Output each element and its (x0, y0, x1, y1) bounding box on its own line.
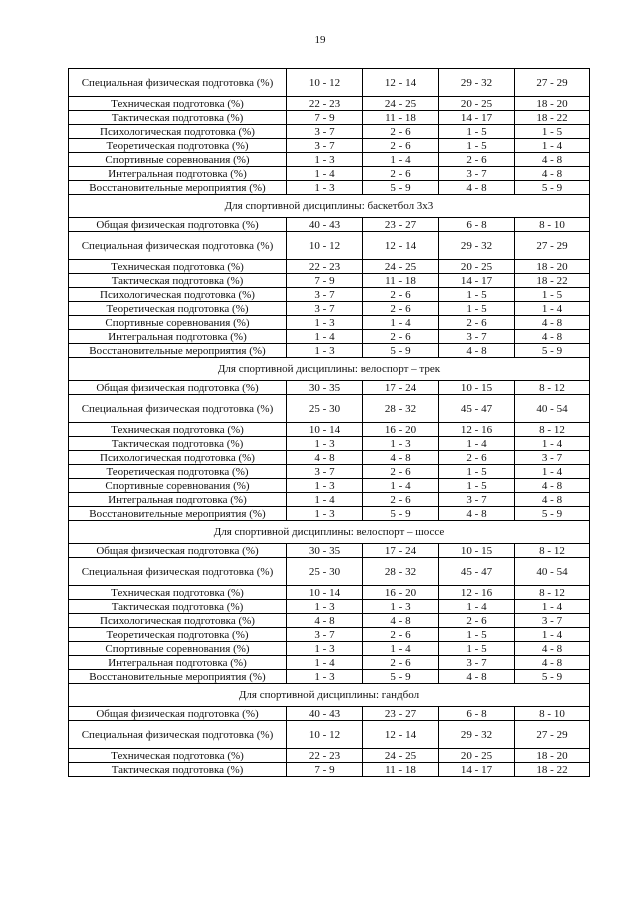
stage-value-cell: 4 - 8 (439, 181, 515, 195)
stage-value-cell: 18 - 22 (515, 763, 590, 777)
stage-value-cell: 3 - 7 (439, 656, 515, 670)
stage-value-cell: 8 - 12 (515, 381, 590, 395)
stage-value-cell: 1 - 4 (515, 465, 590, 479)
stage-value-cell: 4 - 8 (287, 614, 363, 628)
stage-value-cell: 11 - 18 (363, 111, 439, 125)
row-label: Спортивные соревнования (%) (69, 642, 287, 656)
stage-value-cell: 20 - 25 (439, 749, 515, 763)
stage-value-cell: 1 - 3 (287, 670, 363, 684)
stage-value-cell: 23 - 27 (363, 707, 439, 721)
stage-value-cell: 22 - 23 (287, 749, 363, 763)
table-row (69, 395, 590, 423)
table-row (69, 97, 590, 111)
stage-value-cell: 3 - 7 (439, 167, 515, 181)
stage-value-cell: 28 - 32 (363, 395, 439, 423)
row-label: Теоретическая подготовка (%) (69, 465, 287, 479)
stage-value-cell: 1 - 3 (287, 153, 363, 167)
row-label: Восстановительные мероприятия (%) (69, 670, 287, 684)
stage-value-cell: 16 - 20 (363, 586, 439, 600)
section-header-row (69, 358, 590, 381)
stage-value-cell: 1 - 4 (515, 600, 590, 614)
stage-value-cell: 1 - 4 (363, 316, 439, 330)
stage-value-cell: 4 - 8 (515, 656, 590, 670)
stage-value-cell: 1 - 4 (287, 167, 363, 181)
stage-value-cell: 1 - 5 (439, 479, 515, 493)
stage-value-cell: 1 - 3 (287, 344, 363, 358)
table-row (69, 642, 590, 656)
row-label: Интегральная подготовка (%) (69, 167, 287, 181)
stage-value-cell: 2 - 6 (363, 167, 439, 181)
stage-value-cell: 20 - 25 (439, 260, 515, 274)
stage-value-cell: 40 - 54 (515, 395, 590, 423)
stage-value-cell: 1 - 5 (439, 125, 515, 139)
stage-value-cell: 10 - 15 (439, 381, 515, 395)
stage-value-cell: 2 - 6 (363, 465, 439, 479)
stage-value-cell: 1 - 4 (363, 642, 439, 656)
row-label: Техническая подготовка (%) (69, 423, 287, 437)
stage-value-cell: 1 - 4 (287, 493, 363, 507)
stage-value-cell: 1 - 3 (287, 507, 363, 521)
stage-value-cell: 3 - 7 (287, 288, 363, 302)
stage-value-cell: 2 - 6 (363, 628, 439, 642)
stage-value-cell: 30 - 35 (287, 381, 363, 395)
table-row (69, 763, 590, 777)
stage-value-cell: 2 - 6 (363, 302, 439, 316)
stage-value-cell: 5 - 9 (515, 344, 590, 358)
stage-value-cell: 8 - 12 (515, 586, 590, 600)
table-row (69, 274, 590, 288)
stage-value-cell: 1 - 3 (287, 600, 363, 614)
row-label: Интегральная подготовка (%) (69, 656, 287, 670)
row-label: Восстановительные мероприятия (%) (69, 344, 287, 358)
stage-value-cell: 14 - 17 (439, 274, 515, 288)
row-label: Специальная физическая подготовка (%) (69, 395, 287, 423)
stage-value-cell: 4 - 8 (515, 493, 590, 507)
stage-value-cell: 10 - 12 (287, 232, 363, 260)
table-row (69, 656, 590, 670)
stage-value-cell: 3 - 7 (439, 330, 515, 344)
stage-value-cell: 2 - 6 (363, 139, 439, 153)
stage-value-cell: 3 - 7 (287, 628, 363, 642)
stage-value-cell: 45 - 47 (439, 558, 515, 586)
stage-value-cell: 17 - 24 (363, 544, 439, 558)
table-row (69, 614, 590, 628)
stage-value-cell: 40 - 43 (287, 218, 363, 232)
stage-value-cell: 1 - 3 (287, 437, 363, 451)
stage-value-cell: 29 - 32 (439, 69, 515, 97)
stage-value-cell: 18 - 20 (515, 260, 590, 274)
row-label: Общая физическая подготовка (%) (69, 707, 287, 721)
stage-value-cell: 2 - 6 (439, 153, 515, 167)
stage-value-cell: 3 - 7 (515, 614, 590, 628)
stage-value-cell: 8 - 10 (515, 707, 590, 721)
stage-value-cell: 4 - 8 (439, 344, 515, 358)
row-label: Психологическая подготовка (%) (69, 125, 287, 139)
stage-value-cell: 4 - 8 (515, 316, 590, 330)
stage-value-cell: 2 - 6 (363, 330, 439, 344)
stage-value-cell: 11 - 18 (363, 274, 439, 288)
table-row (69, 288, 590, 302)
stage-value-cell: 1 - 3 (363, 600, 439, 614)
stage-value-cell: 5 - 9 (363, 181, 439, 195)
stage-value-cell: 1 - 5 (439, 139, 515, 153)
stage-value-cell: 5 - 9 (515, 181, 590, 195)
stage-value-cell: 2 - 6 (363, 288, 439, 302)
stage-value-cell: 27 - 29 (515, 232, 590, 260)
table-row (69, 586, 590, 600)
row-label: Психологическая подготовка (%) (69, 288, 287, 302)
stage-value-cell: 1 - 3 (287, 642, 363, 656)
stage-value-cell: 1 - 3 (287, 316, 363, 330)
stage-value-cell: 4 - 8 (515, 479, 590, 493)
stage-value-cell: 18 - 22 (515, 274, 590, 288)
stage-value-cell: 5 - 9 (363, 670, 439, 684)
stage-value-cell: 1 - 4 (515, 139, 590, 153)
stage-value-cell: 1 - 5 (439, 302, 515, 316)
stage-value-cell: 25 - 30 (287, 558, 363, 586)
stage-value-cell: 12 - 14 (363, 232, 439, 260)
stage-value-cell: 14 - 17 (439, 763, 515, 777)
row-label: Техническая подготовка (%) (69, 97, 287, 111)
row-label: Интегральная подготовка (%) (69, 493, 287, 507)
table-row (69, 330, 590, 344)
table-row (69, 167, 590, 181)
stage-value-cell: 27 - 29 (515, 721, 590, 749)
stage-value-cell: 29 - 32 (439, 232, 515, 260)
section-header-row (69, 684, 590, 707)
stage-value-cell: 3 - 7 (439, 493, 515, 507)
stage-value-cell: 10 - 14 (287, 423, 363, 437)
section-header-row (69, 195, 590, 218)
stage-value-cell: 7 - 9 (287, 274, 363, 288)
stage-value-cell: 2 - 6 (439, 614, 515, 628)
table-row (69, 153, 590, 167)
stage-value-cell: 1 - 5 (439, 628, 515, 642)
section-title: Для спортивной дисциплины: велоспорт – шоссе (69, 521, 590, 544)
table-row (69, 707, 590, 721)
row-label: Тактическая подготовка (%) (69, 600, 287, 614)
row-label: Техническая подготовка (%) (69, 749, 287, 763)
stage-value-cell: 16 - 20 (363, 423, 439, 437)
row-label: Тактическая подготовка (%) (69, 111, 287, 125)
stage-value-cell: 8 - 10 (515, 218, 590, 232)
row-label: Общая физическая подготовка (%) (69, 544, 287, 558)
stage-value-cell: 2 - 6 (363, 656, 439, 670)
stage-value-cell: 1 - 5 (439, 288, 515, 302)
stage-value-cell: 1 - 5 (439, 642, 515, 656)
stage-value-cell: 4 - 8 (363, 614, 439, 628)
row-label: Психологическая подготовка (%) (69, 451, 287, 465)
table-row (69, 344, 590, 358)
row-label: Специальная физическая подготовка (%) (69, 721, 287, 749)
stage-value-cell: 5 - 9 (363, 344, 439, 358)
row-label: Теоретическая подготовка (%) (69, 628, 287, 642)
table-row (69, 316, 590, 330)
row-label: Тактическая подготовка (%) (69, 274, 287, 288)
stage-value-cell: 17 - 24 (363, 381, 439, 395)
row-label: Общая физическая подготовка (%) (69, 381, 287, 395)
row-label: Специальная физическая подготовка (%) (69, 232, 287, 260)
table-row (69, 69, 590, 97)
stage-value-cell: 20 - 25 (439, 97, 515, 111)
row-label: Спортивные соревнования (%) (69, 153, 287, 167)
stage-value-cell: 1 - 4 (363, 479, 439, 493)
stage-value-cell: 1 - 5 (439, 465, 515, 479)
row-label: Тактическая подготовка (%) (69, 437, 287, 451)
stage-value-cell: 4 - 8 (515, 167, 590, 181)
stage-value-cell: 1 - 3 (287, 479, 363, 493)
stage-value-cell: 25 - 30 (287, 395, 363, 423)
row-label: Спортивные соревнования (%) (69, 479, 287, 493)
table-row (69, 479, 590, 493)
stage-value-cell: 10 - 12 (287, 69, 363, 97)
table-row (69, 493, 590, 507)
row-label: Восстановительные мероприятия (%) (69, 507, 287, 521)
page-number: 19 (314, 34, 326, 46)
table-row (69, 181, 590, 195)
table-row (69, 628, 590, 642)
stage-value-cell: 2 - 6 (363, 125, 439, 139)
row-label: Теоретическая подготовка (%) (69, 302, 287, 316)
section-title: Для спортивной дисциплины: велоспорт – трек (69, 358, 590, 381)
stage-value-cell: 3 - 7 (287, 465, 363, 479)
table-row (69, 381, 590, 395)
stage-value-cell: 4 - 8 (515, 642, 590, 656)
stage-value-cell: 1 - 5 (515, 288, 590, 302)
stage-value-cell: 1 - 4 (515, 437, 590, 451)
stage-value-cell: 1 - 4 (287, 330, 363, 344)
row-label: Общая физическая подготовка (%) (69, 218, 287, 232)
stage-value-cell: 4 - 8 (515, 330, 590, 344)
section-title: Для спортивной дисциплины: гандбол (69, 684, 590, 707)
table-row (69, 423, 590, 437)
row-label: Теоретическая подготовка (%) (69, 139, 287, 153)
stage-value-cell: 40 - 43 (287, 707, 363, 721)
stage-value-cell: 22 - 23 (287, 260, 363, 274)
stage-value-cell: 12 - 14 (363, 69, 439, 97)
table-body (69, 69, 590, 777)
stage-value-cell: 3 - 7 (287, 125, 363, 139)
stage-value-cell: 24 - 25 (363, 749, 439, 763)
row-label: Психологическая подготовка (%) (69, 614, 287, 628)
table-row (69, 260, 590, 274)
table-row (69, 670, 590, 684)
row-label: Тактическая подготовка (%) (69, 763, 287, 777)
stage-value-cell: 28 - 32 (363, 558, 439, 586)
stage-value-cell: 6 - 8 (439, 707, 515, 721)
stage-value-cell: 40 - 54 (515, 558, 590, 586)
stage-value-cell: 4 - 8 (363, 451, 439, 465)
table-row (69, 451, 590, 465)
stage-value-cell: 7 - 9 (287, 763, 363, 777)
stage-value-cell: 5 - 9 (515, 507, 590, 521)
stage-value-cell: 12 - 16 (439, 586, 515, 600)
table-row (69, 544, 590, 558)
section-title: Для спортивной дисциплины: баскетбол 3x3 (69, 195, 590, 218)
section-header-row (69, 521, 590, 544)
row-label: Техническая подготовка (%) (69, 586, 287, 600)
stage-value-cell: 4 - 8 (439, 670, 515, 684)
table-row (69, 139, 590, 153)
table-row (69, 600, 590, 614)
table-row (69, 232, 590, 260)
stage-value-cell: 5 - 9 (515, 670, 590, 684)
stage-value-cell: 18 - 20 (515, 97, 590, 111)
stage-value-cell: 1 - 3 (363, 437, 439, 451)
stage-value-cell: 10 - 12 (287, 721, 363, 749)
stage-value-cell: 3 - 7 (515, 451, 590, 465)
stage-value-cell: 8 - 12 (515, 544, 590, 558)
stage-value-cell: 4 - 8 (515, 153, 590, 167)
stage-value-cell: 1 - 4 (439, 437, 515, 451)
stage-value-cell: 23 - 27 (363, 218, 439, 232)
stage-value-cell: 18 - 20 (515, 749, 590, 763)
stage-value-cell: 1 - 3 (287, 181, 363, 195)
stage-value-cell: 2 - 6 (363, 493, 439, 507)
table-row (69, 749, 590, 763)
table-row (69, 558, 590, 586)
stage-value-cell: 24 - 25 (363, 260, 439, 274)
table-row (69, 465, 590, 479)
table-row (69, 507, 590, 521)
stage-value-cell: 14 - 17 (439, 111, 515, 125)
stage-value-cell: 10 - 14 (287, 586, 363, 600)
table-row (69, 125, 590, 139)
stage-value-cell: 30 - 35 (287, 544, 363, 558)
stage-value-cell: 29 - 32 (439, 721, 515, 749)
stage-value-cell: 8 - 12 (515, 423, 590, 437)
stage-value-cell: 1 - 4 (363, 153, 439, 167)
table-row (69, 437, 590, 451)
row-label: Специальная физическая подготовка (%) (69, 69, 287, 97)
row-label: Спортивные соревнования (%) (69, 316, 287, 330)
stage-value-cell: 12 - 16 (439, 423, 515, 437)
stage-value-cell: 2 - 6 (439, 316, 515, 330)
stage-value-cell: 12 - 14 (363, 721, 439, 749)
stage-value-cell: 1 - 4 (287, 656, 363, 670)
row-label: Специальная физическая подготовка (%) (69, 558, 287, 586)
row-label: Техническая подготовка (%) (69, 260, 287, 274)
stage-value-cell: 1 - 4 (439, 600, 515, 614)
stage-value-cell: 11 - 18 (363, 763, 439, 777)
table-row (69, 302, 590, 316)
stage-value-cell: 6 - 8 (439, 218, 515, 232)
table-row (69, 218, 590, 232)
stage-value-cell: 3 - 7 (287, 139, 363, 153)
table-row (69, 111, 590, 125)
stage-value-cell: 45 - 47 (439, 395, 515, 423)
row-label: Интегральная подготовка (%) (69, 330, 287, 344)
row-label: Восстановительные мероприятия (%) (69, 181, 287, 195)
stage-value-cell: 1 - 4 (515, 628, 590, 642)
stage-value-cell: 3 - 7 (287, 302, 363, 316)
stage-value-cell: 24 - 25 (363, 97, 439, 111)
stage-value-cell: 7 - 9 (287, 111, 363, 125)
stage-value-cell: 22 - 23 (287, 97, 363, 111)
stage-value-cell: 1 - 5 (515, 125, 590, 139)
stage-value-cell: 4 - 8 (287, 451, 363, 465)
stage-value-cell: 4 - 8 (439, 507, 515, 521)
stage-value-cell: 2 - 6 (439, 451, 515, 465)
training-ratio-table (68, 68, 590, 777)
stage-value-cell: 5 - 9 (363, 507, 439, 521)
stage-value-cell: 27 - 29 (515, 69, 590, 97)
stage-value-cell: 18 - 22 (515, 111, 590, 125)
stage-value-cell: 10 - 15 (439, 544, 515, 558)
table-row (69, 721, 590, 749)
stage-value-cell: 1 - 4 (515, 302, 590, 316)
